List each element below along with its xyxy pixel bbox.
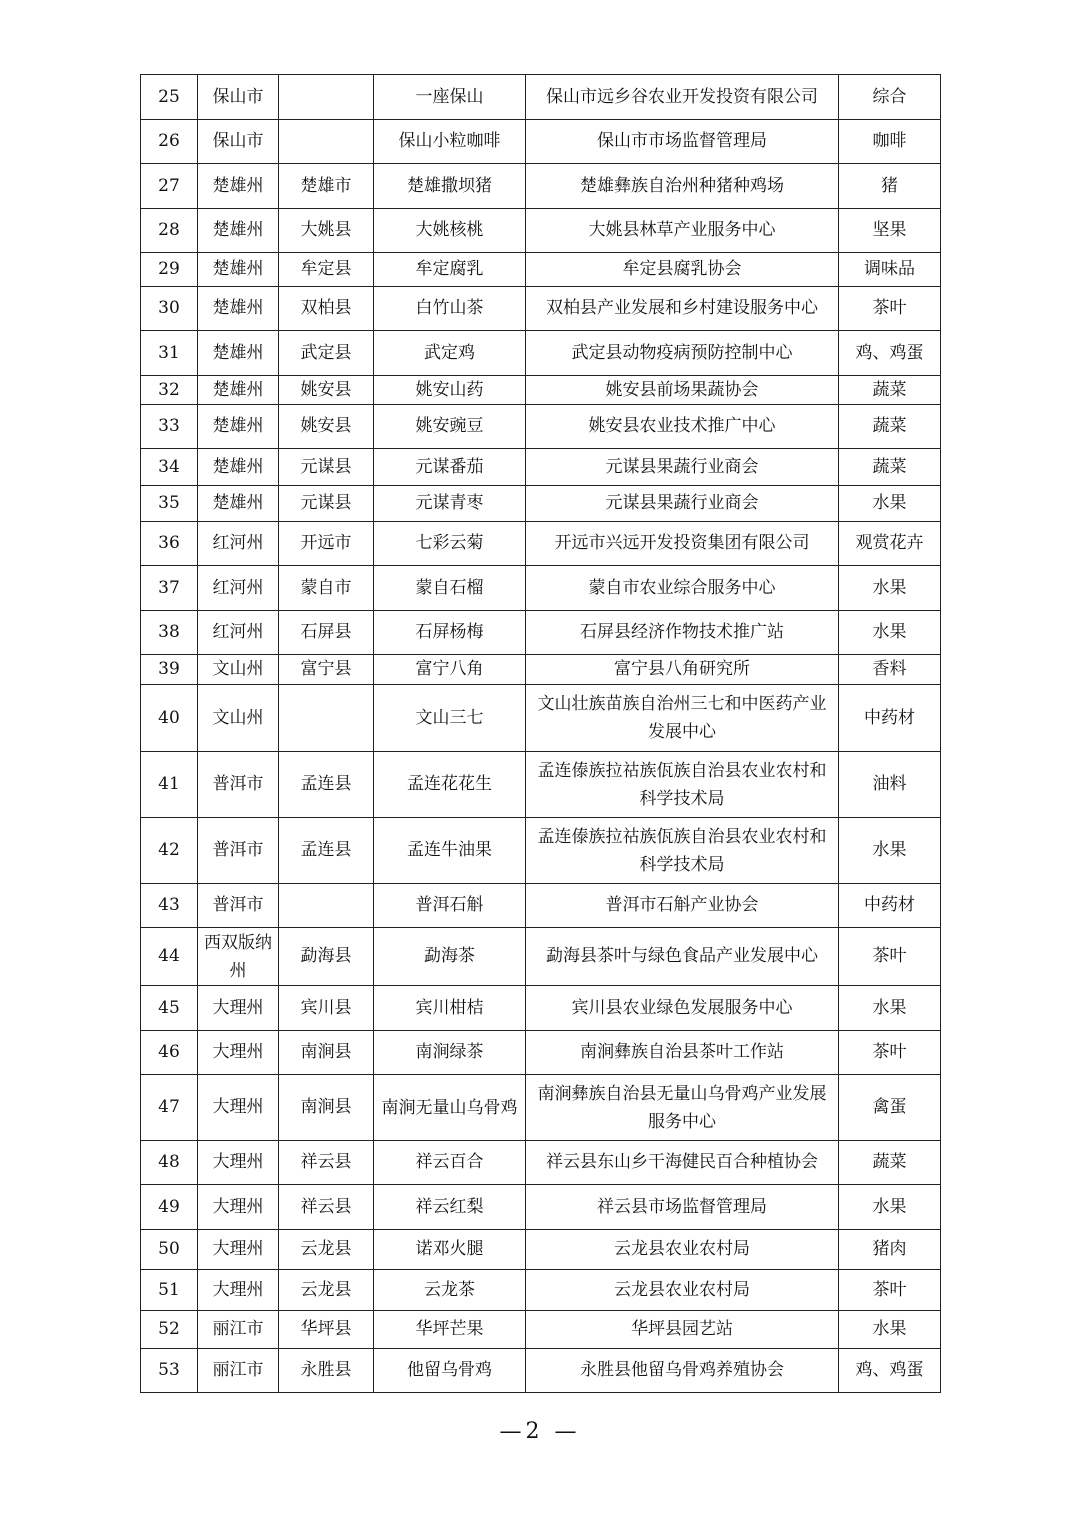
cell-applicant: 孟连傣族拉祜族佤族自治县农业农村和科学技术局	[526, 752, 839, 818]
cell-prefecture: 大理州	[198, 1270, 279, 1311]
cell-category: 调味品	[839, 253, 941, 287]
cell-applicant: 勐海县茶叶与绿色食品产业发展中心	[526, 928, 839, 986]
cell-applicant: 元谋县果蔬行业商会	[526, 449, 839, 486]
cell-county: 祥云县	[279, 1185, 374, 1230]
cell-county: 元谋县	[279, 486, 374, 522]
cell-county: 华坪县	[279, 1311, 374, 1349]
cell-county: 孟连县	[279, 752, 374, 818]
cell-applicant: 南涧彝族自治县无量山乌骨鸡产业发展服务中心	[526, 1075, 839, 1141]
table-row	[141, 331, 941, 376]
cell-no: 44	[141, 928, 198, 986]
cell-county: 武定县	[279, 331, 374, 376]
cell-prefecture: 丽江市	[198, 1311, 279, 1349]
table-row	[141, 566, 941, 611]
table-row	[141, 120, 941, 164]
cell-no: 53	[141, 1349, 198, 1393]
cell-brand: 勐海茶	[374, 928, 526, 986]
cell-brand: 一座保山	[374, 75, 526, 120]
table-row	[141, 818, 941, 884]
cell-applicant: 元谋县果蔬行业商会	[526, 486, 839, 522]
cell-applicant: 云龙县农业农村局	[526, 1270, 839, 1311]
table-row	[141, 522, 941, 566]
table-row	[141, 253, 941, 287]
cell-no: 48	[141, 1141, 198, 1185]
table-row	[141, 449, 941, 486]
cell-applicant: 楚雄彝族自治州种猪种鸡场	[526, 164, 839, 209]
cell-no: 31	[141, 331, 198, 376]
cell-brand: 文山三七	[374, 685, 526, 752]
cell-category: 中药材	[839, 884, 941, 928]
cell-applicant: 文山壮族苗族自治州三七和中医药产业发展中心	[526, 685, 839, 752]
cell-no: 43	[141, 884, 198, 928]
cell-county: 南涧县	[279, 1075, 374, 1141]
cell-applicant: 武定县动物疫病预防控制中心	[526, 331, 839, 376]
cell-brand: 姚安山药	[374, 376, 526, 405]
cell-prefecture: 保山市	[198, 120, 279, 164]
cell-prefecture: 楚雄州	[198, 486, 279, 522]
cell-prefecture: 文山州	[198, 685, 279, 752]
cell-brand: 保山小粒咖啡	[374, 120, 526, 164]
cell-county	[279, 685, 374, 752]
cell-no: 51	[141, 1270, 198, 1311]
table-row	[141, 884, 941, 928]
cell-brand: 孟连花花生	[374, 752, 526, 818]
cell-county: 富宁县	[279, 655, 374, 685]
cell-category: 水果	[839, 818, 941, 884]
cell-category: 茶叶	[839, 287, 941, 331]
cell-prefecture: 红河州	[198, 566, 279, 611]
cell-category: 观赏花卉	[839, 522, 941, 566]
cell-brand: 南涧绿茶	[374, 1031, 526, 1075]
cell-no: 41	[141, 752, 198, 818]
cell-county: 蒙自市	[279, 566, 374, 611]
cell-county: 石屏县	[279, 611, 374, 655]
cell-brand: 七彩云菊	[374, 522, 526, 566]
cell-applicant: 云龙县农业农村局	[526, 1230, 839, 1270]
cell-no: 45	[141, 986, 198, 1031]
cell-category: 水果	[839, 1185, 941, 1230]
cell-prefecture: 大理州	[198, 1075, 279, 1141]
cell-prefecture: 大理州	[198, 986, 279, 1031]
table-row	[141, 1185, 941, 1230]
cell-applicant: 保山市市场监督管理局	[526, 120, 839, 164]
cell-applicant: 富宁县八角研究所	[526, 655, 839, 685]
cell-prefecture: 楚雄州	[198, 449, 279, 486]
cell-category: 猪肉	[839, 1230, 941, 1270]
cell-category: 水果	[839, 486, 941, 522]
cell-category: 禽蛋	[839, 1075, 941, 1141]
cell-brand: 牟定腐乳	[374, 253, 526, 287]
table-row	[141, 209, 941, 253]
cell-no: 30	[141, 287, 198, 331]
cell-applicant: 普洱市石斛产业协会	[526, 884, 839, 928]
cell-prefecture: 楚雄州	[198, 287, 279, 331]
cell-no: 39	[141, 655, 198, 685]
cell-applicant: 大姚县林草产业服务中心	[526, 209, 839, 253]
cell-prefecture: 大理州	[198, 1230, 279, 1270]
cell-applicant: 姚安县前场果蔬协会	[526, 376, 839, 405]
cell-no: 25	[141, 75, 198, 120]
cell-prefecture: 楚雄州	[198, 405, 279, 449]
cell-brand: 元谋番茄	[374, 449, 526, 486]
cell-prefecture: 楚雄州	[198, 209, 279, 253]
cell-brand: 祥云百合	[374, 1141, 526, 1185]
table-row	[141, 611, 941, 655]
cell-applicant: 南涧彝族自治县茶叶工作站	[526, 1031, 839, 1075]
cell-brand: 元谋青枣	[374, 486, 526, 522]
cell-no: 35	[141, 486, 198, 522]
cell-category: 水果	[839, 566, 941, 611]
cell-county: 牟定县	[279, 253, 374, 287]
cell-county: 姚安县	[279, 376, 374, 405]
cell-brand: 楚雄撒坝猪	[374, 164, 526, 209]
cell-no: 27	[141, 164, 198, 209]
cell-no: 29	[141, 253, 198, 287]
cell-brand: 华坪芒果	[374, 1311, 526, 1349]
page-number: —2 —	[499, 1419, 581, 1444]
table-row	[141, 405, 941, 449]
cell-county: 南涧县	[279, 1031, 374, 1075]
cell-county: 大姚县	[279, 209, 374, 253]
cell-no: 52	[141, 1311, 198, 1349]
cell-category: 猪	[839, 164, 941, 209]
cell-prefecture: 红河州	[198, 522, 279, 566]
cell-prefecture: 大理州	[198, 1031, 279, 1075]
cell-brand: 武定鸡	[374, 331, 526, 376]
cell-category: 蔬菜	[839, 376, 941, 405]
cell-county	[279, 120, 374, 164]
cell-brand: 宾川柑桔	[374, 986, 526, 1031]
cell-county: 双柏县	[279, 287, 374, 331]
cell-category: 咖啡	[839, 120, 941, 164]
cell-category: 蔬菜	[839, 449, 941, 486]
cell-county: 宾川县	[279, 986, 374, 1031]
table-row	[141, 287, 941, 331]
cell-applicant: 石屏县经济作物技术推广站	[526, 611, 839, 655]
cell-county: 孟连县	[279, 818, 374, 884]
cell-prefecture: 楚雄州	[198, 331, 279, 376]
cell-applicant: 保山市远乡谷农业开发投资有限公司	[526, 75, 839, 120]
cell-brand: 石屏杨梅	[374, 611, 526, 655]
table-row	[141, 1311, 941, 1349]
cell-no: 37	[141, 566, 198, 611]
cell-prefecture: 普洱市	[198, 818, 279, 884]
cell-brand: 富宁八角	[374, 655, 526, 685]
cell-category: 蔬菜	[839, 1141, 941, 1185]
cell-prefecture: 楚雄州	[198, 253, 279, 287]
table-row	[141, 655, 941, 685]
cell-category: 水果	[839, 986, 941, 1031]
cell-county: 开远市	[279, 522, 374, 566]
brand-list-table	[140, 74, 941, 1393]
cell-brand: 云龙茶	[374, 1270, 526, 1311]
cell-applicant: 华坪县园艺站	[526, 1311, 839, 1349]
cell-applicant: 姚安县农业技术推广中心	[526, 405, 839, 449]
cell-prefecture: 普洱市	[198, 884, 279, 928]
cell-no: 47	[141, 1075, 198, 1141]
table-row	[141, 1349, 941, 1393]
cell-prefecture: 普洱市	[198, 752, 279, 818]
table-row	[141, 1141, 941, 1185]
cell-brand: 蒙自石榴	[374, 566, 526, 611]
cell-brand: 白竹山茶	[374, 287, 526, 331]
cell-applicant: 祥云县东山乡干海健民百合种植协会	[526, 1141, 839, 1185]
cell-category: 水果	[839, 1311, 941, 1349]
cell-no: 33	[141, 405, 198, 449]
cell-category: 茶叶	[839, 928, 941, 986]
table-row	[141, 685, 941, 752]
cell-county: 勐海县	[279, 928, 374, 986]
cell-county: 元谋县	[279, 449, 374, 486]
cell-county: 云龙县	[279, 1230, 374, 1270]
cell-category: 鸡、鸡蛋	[839, 1349, 941, 1393]
table-row	[141, 1230, 941, 1270]
cell-prefecture: 文山州	[198, 655, 279, 685]
cell-category: 坚果	[839, 209, 941, 253]
cell-brand: 他留乌骨鸡	[374, 1349, 526, 1393]
cell-applicant: 祥云县市场监督管理局	[526, 1185, 839, 1230]
cell-no: 28	[141, 209, 198, 253]
cell-county: 永胜县	[279, 1349, 374, 1393]
cell-applicant: 宾川县农业绿色发展服务中心	[526, 986, 839, 1031]
cell-applicant: 永胜县他留乌骨鸡养殖协会	[526, 1349, 839, 1393]
table-row	[141, 752, 941, 818]
cell-category: 茶叶	[839, 1270, 941, 1311]
table-row	[141, 1270, 941, 1311]
cell-applicant: 孟连傣族拉祜族佤族自治县农业农村和科学技术局	[526, 818, 839, 884]
cell-prefecture: 大理州	[198, 1141, 279, 1185]
table-row	[141, 986, 941, 1031]
cell-county: 祥云县	[279, 1141, 374, 1185]
cell-brand: 祥云红梨	[374, 1185, 526, 1230]
cell-applicant: 蒙自市农业综合服务中心	[526, 566, 839, 611]
cell-applicant: 双柏县产业发展和乡村建设服务中心	[526, 287, 839, 331]
cell-no: 36	[141, 522, 198, 566]
table-row	[141, 928, 941, 986]
cell-category: 鸡、鸡蛋	[839, 331, 941, 376]
table-row	[141, 75, 941, 120]
cell-brand: 大姚核桃	[374, 209, 526, 253]
table-row	[141, 1031, 941, 1075]
table-body	[141, 75, 941, 1393]
cell-no: 34	[141, 449, 198, 486]
cell-category: 中药材	[839, 685, 941, 752]
cell-prefecture: 西双版纳州	[198, 928, 279, 986]
cell-prefecture: 大理州	[198, 1185, 279, 1230]
cell-no: 46	[141, 1031, 198, 1075]
table-row	[141, 164, 941, 209]
cell-prefecture: 保山市	[198, 75, 279, 120]
cell-brand: 诺邓火腿	[374, 1230, 526, 1270]
cell-prefecture: 楚雄州	[198, 164, 279, 209]
cell-brand: 南涧无量山乌骨鸡	[374, 1075, 526, 1141]
cell-no: 40	[141, 685, 198, 752]
cell-applicant: 开远市兴远开发投资集团有限公司	[526, 522, 839, 566]
cell-brand: 孟连牛油果	[374, 818, 526, 884]
cell-prefecture: 丽江市	[198, 1349, 279, 1393]
cell-category: 蔬菜	[839, 405, 941, 449]
cell-brand: 姚安豌豆	[374, 405, 526, 449]
cell-category: 茶叶	[839, 1031, 941, 1075]
cell-category: 香料	[839, 655, 941, 685]
cell-category: 水果	[839, 611, 941, 655]
cell-no: 49	[141, 1185, 198, 1230]
cell-brand: 普洱石斛	[374, 884, 526, 928]
cell-no: 50	[141, 1230, 198, 1270]
cell-no: 32	[141, 376, 198, 405]
cell-prefecture: 红河州	[198, 611, 279, 655]
cell-county: 楚雄市	[279, 164, 374, 209]
cell-no: 38	[141, 611, 198, 655]
table-row	[141, 1075, 941, 1141]
cell-county	[279, 75, 374, 120]
table-row	[141, 376, 941, 405]
cell-applicant: 牟定县腐乳协会	[526, 253, 839, 287]
cell-no: 42	[141, 818, 198, 884]
table-row	[141, 486, 941, 522]
cell-no: 26	[141, 120, 198, 164]
cell-category: 综合	[839, 75, 941, 120]
cell-prefecture: 楚雄州	[198, 376, 279, 405]
cell-county: 云龙县	[279, 1270, 374, 1311]
cell-county: 姚安县	[279, 405, 374, 449]
cell-category: 油料	[839, 752, 941, 818]
cell-county	[279, 884, 374, 928]
